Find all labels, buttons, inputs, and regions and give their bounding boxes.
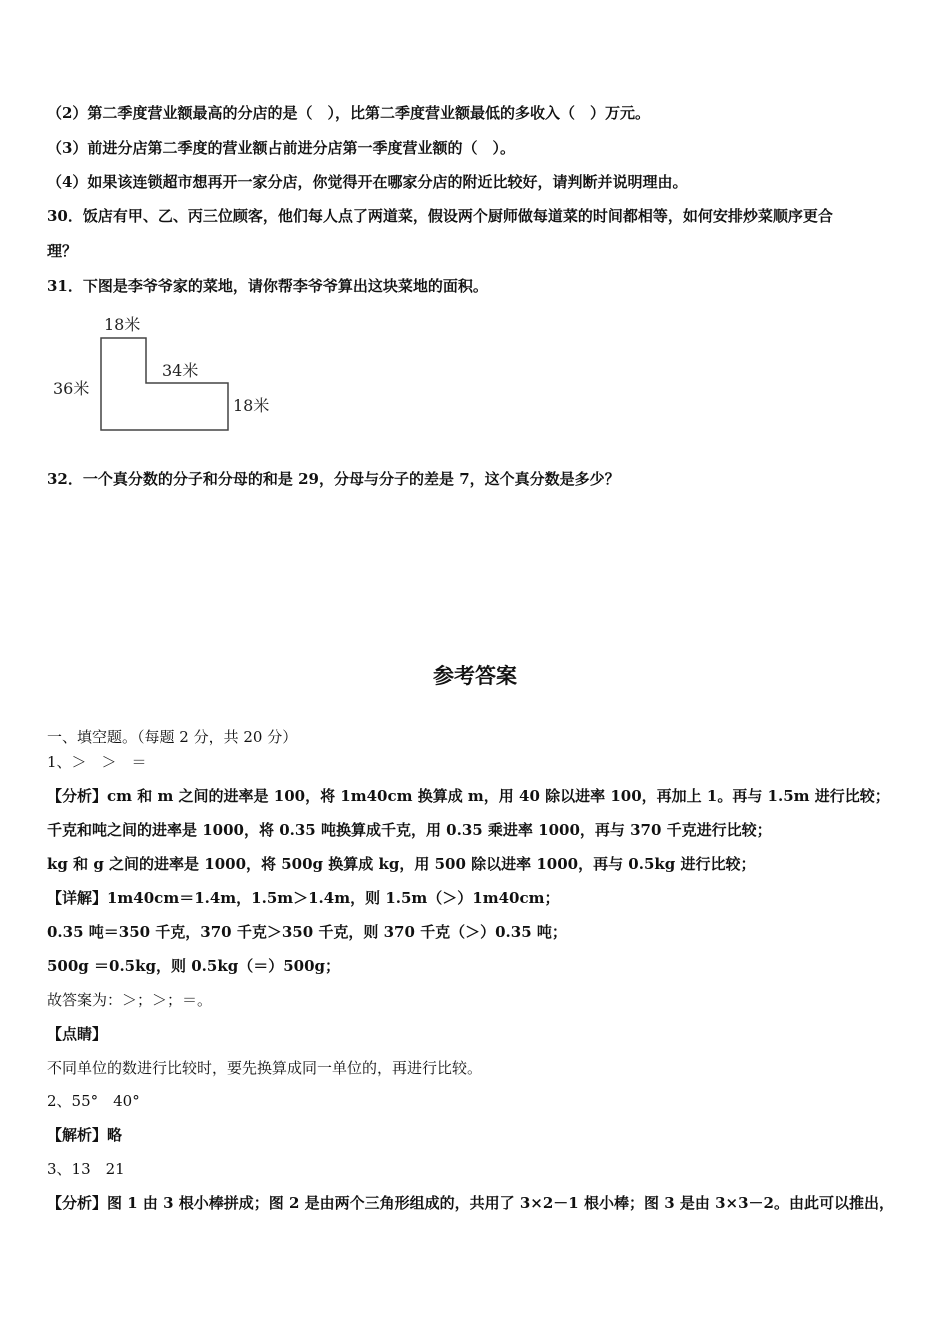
answer-1-tip-label: 【点睛】: [47, 1025, 108, 1043]
question-29-part-2: （2）第二季度营业额最高的分店的是（ ），比第二季度营业额最低的多收入（ ）万元。: [47, 104, 650, 122]
answer-1-conclusion: 故答案为：＞；＞；＝。: [47, 991, 213, 1009]
question-29-part-4: （4）如果该连锁超市想再开一家分店，你觉得开在哪家分店的附近比较好，请判断并说明理由。: [47, 173, 688, 191]
answer-1-detail-line-2: 0.35 吨＝350 千克，370 千克＞350 千克，则 370 千克（＞）0.35 吨；: [47, 923, 567, 941]
answer-section-title: 参考答案: [433, 664, 517, 688]
question-31: 31．下图是李爷爷家的菜地，请你帮李爷爷算出这块菜地的面积。: [47, 277, 488, 295]
vegetable-plot-figure: [50, 308, 290, 438]
question-30-line-1: 30．饭店有甲、乙、丙三位顾客，他们每人点了两道菜，假设两个厨师做每道菜的时间都相等，如何安排炒菜顺序更合: [47, 207, 833, 225]
answer-1-analysis-line-1: 【分析】cm 和 m 之间的进率是 100，将 1m40cm 换算成 m，用 40 除以进率 100，再加上 1。再与 1.5m 进行比较；: [47, 787, 890, 805]
question-29-part-3: （3）前进分店第二季度的营业额占前进分店第一季度营业额的（ ）。: [47, 139, 515, 157]
answer-3: 3、13 21: [47, 1160, 125, 1178]
label-left-height: 36米: [53, 379, 90, 398]
question-32: 32．一个真分数的分子和分母的和是 29，分母与分子的差是 7，这个真分数是多少？: [47, 470, 620, 488]
answer-1-analysis-line-3: kg 和 g 之间的进率是 1000，将 500g 换算成 kg，用 500 除以进率 1000，再与 0.5kg 进行比较；: [47, 855, 756, 873]
label-top-width: 18米: [104, 315, 141, 334]
answer-1-tip: 不同单位的数进行比较时，要先换算成同一单位的，再进行比较。: [47, 1059, 483, 1077]
section-heading: 一、填空题。（每题 2 分，共 20 分）: [47, 728, 298, 746]
answer-3-analysis: 【分析】图 1 由 3 根小棒拼成；图 2 是由两个三角形组成的，共用了 3×2－1 根小棒；图 3 是由 3×3－2。由此可以推出，: [47, 1194, 894, 1212]
answer-1-detail-line-3: 500g ＝0.5kg，则 0.5kg（＝）500g；: [47, 957, 340, 975]
question-30-line-2: 理？: [47, 242, 78, 260]
answer-2-analysis: 【解析】略: [47, 1126, 123, 1144]
answer-1-detail-line-1: 【详解】1m40cm＝1.4m，1.5m＞1.4m，则 1.5m（＞）1m40cm；: [47, 889, 560, 907]
label-middle-width: 34米: [162, 361, 199, 380]
label-right-height: 18米: [233, 396, 270, 415]
plot-outline: [101, 338, 228, 430]
answer-1: 1、＞ ＞ ＝: [47, 753, 147, 771]
answer-2: 2、55° 40°: [47, 1092, 140, 1110]
answer-1-analysis-line-2: 千克和吨之间的进率是 1000，将 0.35 吨换算成千克，用 0.35 乘进率 1000，再与 370 千克进行比较；: [47, 821, 772, 839]
